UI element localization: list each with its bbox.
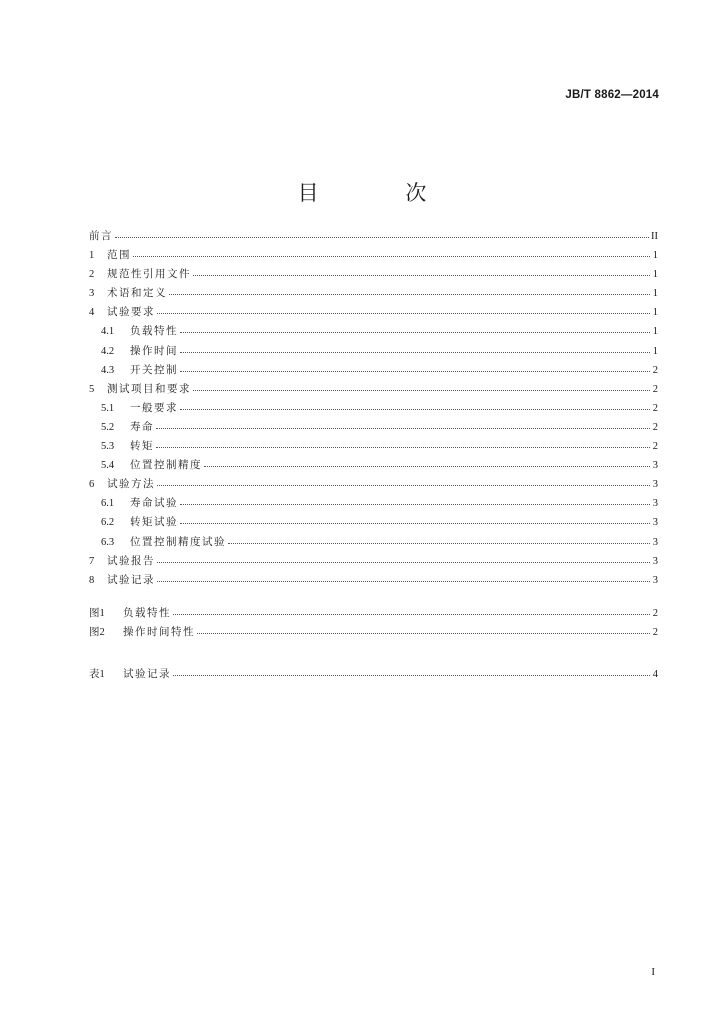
toc-entry-page: 1 xyxy=(652,250,658,262)
toc-entry-number: 4.2 xyxy=(101,345,115,357)
toc-entry[interactable] xyxy=(89,265,658,284)
toc-entry-title: 前言 xyxy=(89,230,113,242)
toc-entry-number: 6.3 xyxy=(101,536,115,548)
dot-leader xyxy=(157,484,650,486)
toc-entry-number: 4.1 xyxy=(101,326,115,338)
toc-entry-title: 操作时间特性 xyxy=(123,625,195,638)
toc-entry-title: 术语和定义 xyxy=(107,287,167,300)
toc-entry-number: 4.3 xyxy=(101,364,115,376)
toc-entry-title: 规范性引用文件 xyxy=(107,268,191,281)
dot-leader xyxy=(169,293,650,295)
toc-entry[interactable] xyxy=(89,227,658,246)
toc-entry-title: 一般要求 xyxy=(130,401,178,414)
toc-entry-title: 转矩试验 xyxy=(130,516,178,529)
dot-leader xyxy=(156,427,650,429)
table-entry[interactable] xyxy=(89,665,658,684)
document-code: JB/T 8862—2014 xyxy=(565,89,659,101)
toc-entry-title: 寿命试验 xyxy=(130,497,178,510)
toc-entry-number: 3 xyxy=(89,288,95,300)
dot-leader xyxy=(173,613,650,615)
dot-leader xyxy=(156,446,650,448)
toc-entry-title: 转矩 xyxy=(130,440,154,453)
dot-leader xyxy=(193,274,650,276)
toc-entry[interactable] xyxy=(89,342,658,361)
toc-entry[interactable] xyxy=(89,246,658,265)
page-number: I xyxy=(651,966,655,978)
toc-entry-page: 1 xyxy=(652,326,658,338)
dot-leader xyxy=(180,351,650,353)
toc-entry-number: 8 xyxy=(89,574,95,586)
page-title: 目 次 xyxy=(297,181,467,206)
dot-leader xyxy=(157,561,650,563)
toc-entry[interactable] xyxy=(89,475,658,494)
toc-entry[interactable] xyxy=(89,303,658,322)
toc-entry-number: 5.4 xyxy=(101,460,115,472)
toc-entry-page: 3 xyxy=(652,498,658,510)
figure-entry[interactable] xyxy=(89,623,658,642)
toc-entry-title: 操作时间 xyxy=(130,344,178,357)
toc-entry-page: 2 xyxy=(652,402,658,414)
toc-tables xyxy=(89,665,658,684)
toc-entry-title: 位置控制精度试验 xyxy=(130,535,226,548)
toc-entry-page: 3 xyxy=(652,517,658,529)
toc-entry-page: 1 xyxy=(652,307,658,319)
toc-entry-number: 5.1 xyxy=(101,402,115,414)
dot-leader xyxy=(193,389,650,391)
toc-entry[interactable] xyxy=(89,380,658,399)
toc-entry-page: 3 xyxy=(652,460,658,472)
toc-entry-title: 负载特性 xyxy=(123,606,171,619)
table-of-contents xyxy=(89,227,658,684)
toc-entry-title: 试验记录 xyxy=(123,667,171,680)
toc-entry-title: 试验要求 xyxy=(107,306,155,319)
toc-entry-page: 2 xyxy=(652,421,658,433)
toc-entry-page: 2 xyxy=(652,441,658,453)
toc-entry-page: 1 xyxy=(652,288,658,300)
toc-entry-page: 2 xyxy=(652,364,658,376)
toc-entry-title: 寿命 xyxy=(130,420,154,433)
toc-entry-page: 3 xyxy=(652,574,658,586)
toc-entry[interactable] xyxy=(89,533,658,552)
toc-entry-number: 表1 xyxy=(89,668,105,680)
toc-entry[interactable] xyxy=(89,571,658,590)
toc-entry-number: 图1 xyxy=(89,607,105,619)
toc-entry[interactable] xyxy=(89,494,658,513)
toc-entry-page: 2 xyxy=(652,607,658,619)
dot-leader xyxy=(157,580,650,582)
toc-entry-title: 开关控制 xyxy=(130,363,178,376)
toc-entry-number: 2 xyxy=(89,269,95,281)
toc-entry-title: 位置控制精度 xyxy=(130,459,202,472)
toc-entry-number: 6 xyxy=(89,479,95,491)
toc-entry-number: 4 xyxy=(89,307,95,319)
toc-entry-number: 6.2 xyxy=(101,517,115,529)
toc-entry-title: 试验报告 xyxy=(107,554,155,567)
toc-entry-number: 5.2 xyxy=(101,421,115,433)
toc-entry-number: 1 xyxy=(89,250,95,262)
toc-entry[interactable] xyxy=(89,361,658,380)
toc-entry-title: 负载特性 xyxy=(130,325,178,338)
toc-entry-page: 2 xyxy=(652,383,658,395)
toc-entry-page: II xyxy=(651,231,658,242)
toc-entry-title: 范围 xyxy=(107,249,131,262)
toc-entry-page: 1 xyxy=(652,269,658,281)
dot-leader xyxy=(180,408,650,410)
dot-leader xyxy=(180,503,650,505)
dot-leader xyxy=(180,331,650,333)
toc-entry[interactable] xyxy=(89,284,658,303)
toc-entry-page: 4 xyxy=(652,668,658,680)
dot-leader xyxy=(157,312,650,314)
toc-entry-page: 2 xyxy=(652,626,658,638)
toc-entry[interactable] xyxy=(89,437,658,456)
toc-entry-number: 图2 xyxy=(89,626,105,638)
figure-entry[interactable] xyxy=(89,604,658,623)
toc-sections xyxy=(89,227,658,590)
toc-entry-title: 试验方法 xyxy=(107,478,155,491)
toc-entry-page: 1 xyxy=(652,345,658,357)
toc-entry-page: 3 xyxy=(652,536,658,548)
dot-leader xyxy=(228,542,650,544)
toc-figures xyxy=(89,604,658,642)
dot-leader xyxy=(204,465,650,467)
toc-entry-number: 5.3 xyxy=(101,441,115,453)
toc-entry-page: 3 xyxy=(652,555,658,567)
dot-leader xyxy=(173,674,650,676)
toc-entry[interactable] xyxy=(89,418,658,437)
toc-entry[interactable] xyxy=(89,456,658,475)
dot-leader xyxy=(115,236,649,238)
toc-entry[interactable] xyxy=(89,399,658,418)
toc-entry[interactable] xyxy=(89,552,658,571)
toc-entry-title: 试验记录 xyxy=(107,573,155,586)
dot-leader xyxy=(180,370,650,372)
toc-entry-title: 测试项目和要求 xyxy=(107,382,191,395)
dot-leader xyxy=(197,632,650,634)
dot-leader xyxy=(180,522,650,524)
toc-entry[interactable] xyxy=(89,322,658,341)
dot-leader xyxy=(133,255,650,257)
toc-entry-number: 5 xyxy=(89,383,95,395)
toc-entry-page: 3 xyxy=(652,479,658,491)
toc-entry-number: 7 xyxy=(89,555,95,567)
toc-entry[interactable] xyxy=(89,513,658,532)
toc-entry-number: 6.1 xyxy=(101,498,115,510)
